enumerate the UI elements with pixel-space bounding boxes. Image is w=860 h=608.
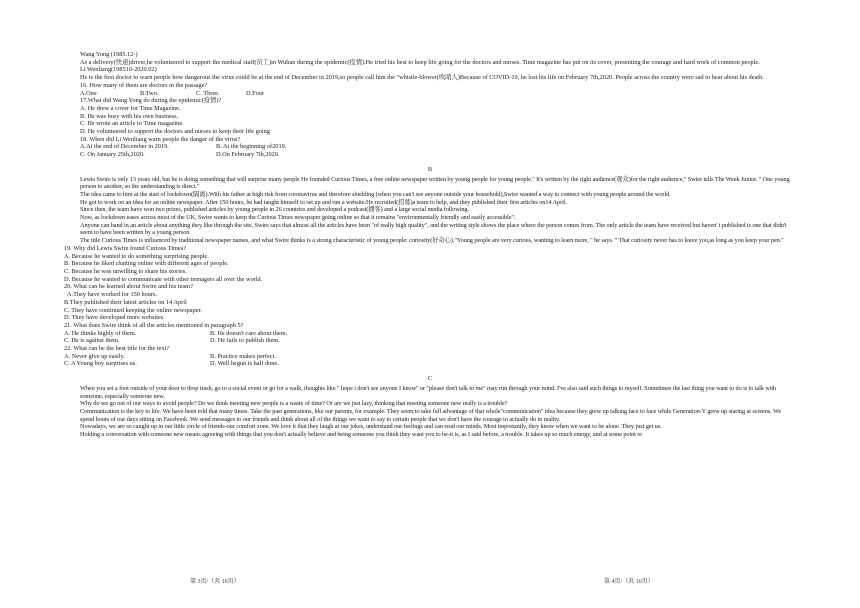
- question-20: 20. What can be learned about Swire and his team?: [64, 283, 193, 291]
- question-17: 17.What did Wang Yong do during the epidemic(疫情)?: [80, 97, 222, 105]
- option: D. He fails to publish them.: [210, 337, 280, 345]
- question-18-options-row-2: [64, 151, 796, 159]
- question-18-options-row-1: [64, 143, 796, 151]
- passage-paragraph: Why do we go out of our ways to avoid people? Do we think meeting new people is a waste of time? Or are we just lazy, thinking that meeting someone new really is a trouble?: [80, 400, 508, 408]
- passage-paragraph: Since then, the team have won two prizes, published articles by young people in 26 countries and developed a podcast(播客) and a large social media following.: [80, 206, 469, 214]
- option: B. Because he liked chatting online with different ages of people.: [64, 260, 229, 268]
- passage-paragraph: As a delivery(快递)driver,he volunteered to support the medical staff(员工)in Wuhan during the epidemic(疫情).He tried his best to keep life going for the doctors and nurses. Time magazine has put on its cover, presenting the courage and hard work of common people.: [80, 58, 760, 66]
- option: D.Four: [246, 89, 265, 97]
- option: B. At the beginning of2019.: [216, 143, 287, 151]
- passage-paragraph: The idea came to him at the start of lockdown(隔离).With his father at high risk from coronavirus and therefore shielding (when you can't see anyone outside your household),Swire wanted a way to connect with young people around the world.: [80, 190, 671, 198]
- passage-paragraph: Anyone can hand in an article about anything they like through the site, Swire says that almost all the articles have been "of really high quality", and the writing style shows the place where the person comes from. The only article the team have received but haven' t published is one that didn't seem to have been written by a young person: [80, 221, 787, 237]
- option: C. He wrote an article to Time magazine.: [80, 120, 184, 128]
- passage-paragraph: He got to work on an idea for an online newspaper. After 150 hours, he had taught himself to set up and run a website.He recruited(招募)a team to help, and they published their first articles on14 April.: [80, 198, 567, 206]
- option: B. He doesn't care about them.: [210, 329, 288, 337]
- option: D. They have developed more websites.: [64, 314, 165, 322]
- option: D. Well begun is half done.: [210, 360, 279, 368]
- question-21-options-row-1: [64, 330, 796, 338]
- person-heading-li-wenliang: Li Wenliang(198510-2020.02): [80, 66, 157, 74]
- question-21-options-row-2: [64, 337, 796, 345]
- option: A.At the end of December in 2019.: [80, 143, 169, 151]
- question-21: 21. What does Swire think of all the articles mentioned in paragraph 5?: [64, 321, 244, 329]
- passage-paragraph: He is the first doctor to warn people how dangerous the virus could be at the end of December in 2019,so people call him the "whistle-blower(吹哨人)Because of COVID-19, he lost his life on February 7th,2020. People across the country were sad to hear about his death.: [80, 74, 764, 82]
- option: A. Because he wanted to do something surprising people.: [64, 252, 209, 260]
- question-22-options-row-1: [64, 353, 796, 361]
- option: B.Two.: [140, 89, 159, 97]
- passage-paragraph: The title Curious Times is influenced by traditional newspaper names, and what Swire thinks is a strong characteristic of young people: curiosity(好奇心)."Young people are very curious, wanting to learn more, " he says. " That curiosity never has to leave you,as long as you keep your pen.": [80, 237, 784, 245]
- option: C. A Young boy surprises us.: [64, 360, 137, 368]
- question-22-options-row-2: [64, 360, 796, 368]
- option: C. Three.: [196, 89, 220, 97]
- option: B. Practice makes perfect.: [210, 352, 276, 360]
- option: C. Because he was unwilling to share his stories.: [64, 267, 187, 275]
- section-heading-b: B: [427, 165, 433, 173]
- option: B.They published their latest articles on 14 April: [64, 298, 187, 306]
- passage-paragraph: Holding a conversation with someone new means agreeing with things that you don't actually believe and being someone you think they want you to be-it is, as I said before, a trouble. It takes up so much energy, and at some point or: [80, 431, 643, 439]
- option: D.On February 7th,2020.: [216, 151, 280, 159]
- option: A.One: [80, 89, 97, 97]
- option: B. He was busy with his own business.: [80, 112, 179, 120]
- option: C. On January 25th,2020.: [80, 151, 145, 159]
- question-22: 22. What can be the best title for the text?: [64, 345, 170, 353]
- question-18: 18. When did Li Wenliang warn people the danger of the virus?: [80, 135, 241, 143]
- option: A. Never give up easily.: [64, 352, 125, 360]
- passage-paragraph: Nowadays, we are so caught up in our little circle of friends-our comfort zone. We love it that they laugh at our jokes, understand our feelings and can read our minds. Most importantly, they know when we want to be alone. They just get us.: [80, 423, 662, 431]
- reading-content: [64, 51, 796, 439]
- passage-paragraph: Now, as lockdown eases across most of the UK, Swire wants to keep the Curious Times newspaper going online so that it remains "environmentally friendly and easily accessible".: [80, 214, 516, 222]
- person-heading-wang-yong: Wang Yong (1985.12-): [80, 51, 138, 58]
- question-19: 19. Why did Lewis Swire found Curious Times?: [64, 244, 186, 252]
- passage-paragraph: When you set a foot outside of your door to drop trash, go to a social event or go for a walk, thoughts like " hope i don't see anyone I know" or "please don't talk to me" may run through your mind. I've also said such things to myself. Sometimes the last thing you want to do is to talk with someone, especially someone new.: [80, 384, 777, 400]
- option: A.They have worked for 150 hours.: [67, 291, 158, 299]
- option: C. They have continued keeping the online newspaper.: [64, 306, 202, 314]
- option: A. He drew a cover for Time Magazine.: [80, 104, 181, 112]
- passage-paragraph: Communication is the key to life. We have been told that many times. Take the past generations, like our parents, for example. They seem to take full advantage of that whole"communication" idea because they grew up talking face to face while Generation-Y grew up staring at screens. We spend hours of our days sitting on Facebook. We send messages to our friends and think about all of the things we want to say to certain people that we don't have the courage to actually do in reality.: [80, 407, 782, 423]
- option: A. He thinks highly of them.: [64, 329, 137, 337]
- option: D. He volunteered to support the doctors and nurses to keep their life going: [80, 128, 270, 136]
- question-16: 16. How many of them are doctors in the passage?: [80, 81, 208, 89]
- section-heading-c: C: [427, 375, 433, 383]
- page-number-right: 第 4页/（共 16页）: [604, 579, 654, 585]
- passage-paragraph: Lewis Swire is only 13 years old, but he is doing something that will surprise many people He founded Curious Times, a free online newspaper written by young people for young people." It's written by the right audience(观众)for the right audience," Swire tells The Week Junior. " One young person to another, so the understanding is direct.": [80, 175, 790, 191]
- option: C. He is against them.: [64, 337, 120, 345]
- page-number-left: 第 3页/（共 16页）: [190, 579, 240, 585]
- option: D. Because he wanted to communicate with other teenagers all over the world.: [64, 275, 263, 283]
